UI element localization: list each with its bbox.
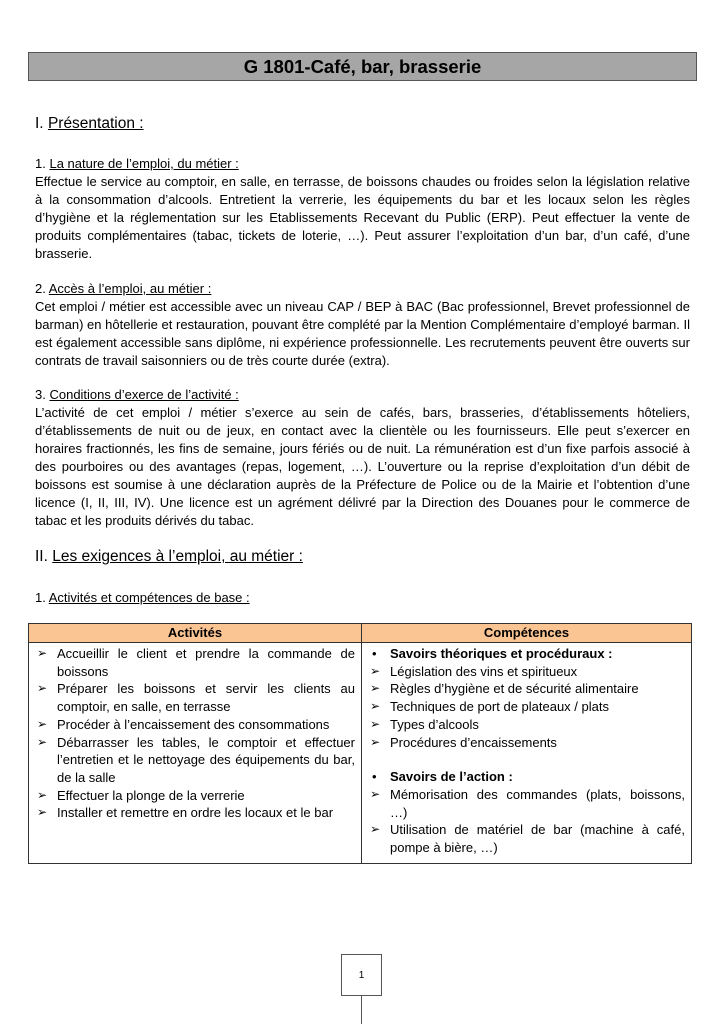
section-2-1-heading: 1. Activités et compétences de base : xyxy=(35,590,250,605)
dot-bullet-icon: • xyxy=(372,769,377,785)
arrow-bullet-icon: ➢ xyxy=(370,663,381,678)
arrow-bullet-icon: ➢ xyxy=(37,734,48,749)
section-1-3-text: L’activité de cet emploi / métier s’exerce au sein de cafés, bars, brasseries, d’établissements hôteliers, d’établissements de nuit ou de jeux, en contact avec la clientèle ou les fournisseurs. Elle peut s’exercer en horaires fractionnés, les fins de semaine, jours fériés ou de nuit. La rémunération est d’un fixe parfois associé à des pourboires ou des avantages (repas, logement, …). L’ouverture ou la reprise d’exploitation d’un débit de boissons est soumise à une déclaration auprès de la Préfecture de Police ou de la Mairie et l’obtention d’une licence (I, II, III, IV). Une licence est un agrément délivré par la Direction des Douanes pour le commerce de tabac et les produits dérivés du tabac. xyxy=(35,405,690,528)
section-2-1 xyxy=(35,589,690,607)
page-number: 1 xyxy=(341,954,382,996)
competences-list-2 xyxy=(368,768,685,857)
arrow-bullet-icon: ➢ xyxy=(37,805,48,820)
dot-bullet-icon: • xyxy=(372,646,377,661)
table-header-competences: Compétences xyxy=(362,624,692,643)
list-item: ➢ Préparer les boissons et servir les clients au comptoir, en salle, en terrasse xyxy=(37,681,355,715)
section-2-title: Les exigences à l’emploi, au métier : xyxy=(52,548,303,565)
competence-group-heading: • Savoirs de l’action : xyxy=(372,769,513,785)
activities-cell xyxy=(29,643,362,864)
list-item: ➢ Types d’alcools xyxy=(370,716,479,732)
list-item: ➢ Mémorisation des commandes (plats, boissons, …) xyxy=(370,786,685,820)
section-1-2 xyxy=(35,280,690,370)
list-item: ➢ Procéder à l’encaissement des consommations xyxy=(37,716,330,732)
list-item: ➢ Législation des vins et spiritueux xyxy=(370,663,578,679)
document-title: G 1801-Café, bar, brasserie xyxy=(28,52,697,81)
arrow-bullet-icon: ➢ xyxy=(370,699,381,714)
list-item: ➢ Accueillir le client et prendre la commande de boissons xyxy=(37,646,355,679)
section-1-2-text: Cet emploi / métier est accessible avec un niveau CAP / BEP à BAC (Bac professionnel, Brevet professionnel de barman) en hôtellerie et restauration, pouvant être complété par la Mention Complémentaire d’employé barman. Il est également accessible sans diplôme, ni expérience professionnelle. Les recrutements peuvent être ouverts sur contrats de travail saisonniers ou de très courte durée (extra). xyxy=(35,299,690,368)
section-1-1-heading: 1. La nature de l’emploi, du métier : xyxy=(35,156,239,171)
list-item: ➢ Débarrasser les tables, le comptoir et effectuer l’entretien et le nettoyage des équipements du bar, de la salle xyxy=(37,734,355,785)
page-number-connector xyxy=(361,996,362,1024)
arrow-bullet-icon: ➢ xyxy=(370,681,381,696)
list-item: ➢ Effectuer la plonge de la verrerie xyxy=(37,787,245,803)
competences-cell xyxy=(362,643,692,864)
list-item: ➢ Techniques de port de plateaux / plats xyxy=(370,699,609,715)
section-1-number: I. xyxy=(35,115,44,132)
arrow-bullet-icon: ➢ xyxy=(370,716,381,731)
arrow-bullet-icon: ➢ xyxy=(37,787,48,802)
arrow-bullet-icon: ➢ xyxy=(37,646,48,660)
activities-list xyxy=(35,645,355,822)
section-1-3-heading: 3. Conditions d’exerce de l’activité : xyxy=(35,387,239,402)
arrow-bullet-icon: ➢ xyxy=(370,786,381,801)
arrow-bullet-icon: ➢ xyxy=(370,734,381,749)
table-header-activities: Activités xyxy=(29,624,362,643)
spacer xyxy=(368,751,685,768)
arrow-bullet-icon: ➢ xyxy=(370,822,381,837)
competence-group-heading: • Savoirs théoriques et procéduraux : xyxy=(372,646,613,661)
list-item: ➢ Installer et remettre en ordre les locaux et le bar xyxy=(37,805,334,821)
arrow-bullet-icon: ➢ xyxy=(37,681,48,696)
section-1-3 xyxy=(35,386,690,530)
section-1-1 xyxy=(35,155,690,263)
competences-list xyxy=(368,645,685,751)
section-2-heading xyxy=(35,548,303,566)
section-1-1-text: Effectue le service au comptoir, en salle, en terrasse, de boissons chaudes ou froides selon la législation relative à la consommation d’alcools. Entretient la verrerie, les équipements du bar et les locaux selon les règles d’hygiène et la réglementation sur les Etablissements Recevant du Public (ERP). Peut effectuer la vente de produits complémentaires (tabac, tickets de loterie, …). Peut assurer l’exploitation d’un bar, d’un café, d’une brasserie. xyxy=(35,174,690,261)
section-2-number: II. xyxy=(35,548,48,565)
list-item: ➢ Règles d’hygiène et de sécurité alimentaire xyxy=(370,681,639,697)
list-item: ➢ Procédures d’encaissements xyxy=(370,734,557,750)
list-item: ➢ Utilisation de matériel de bar (machine à café, pompe à bière, …) xyxy=(370,822,685,856)
arrow-bullet-icon: ➢ xyxy=(37,716,48,731)
section-1-title: Présentation : xyxy=(47,115,144,132)
section-1-2-heading: 2. Accès à l’emploi, au métier : xyxy=(35,281,212,296)
activities-competences-table xyxy=(28,623,692,864)
section-1-heading xyxy=(35,115,144,133)
